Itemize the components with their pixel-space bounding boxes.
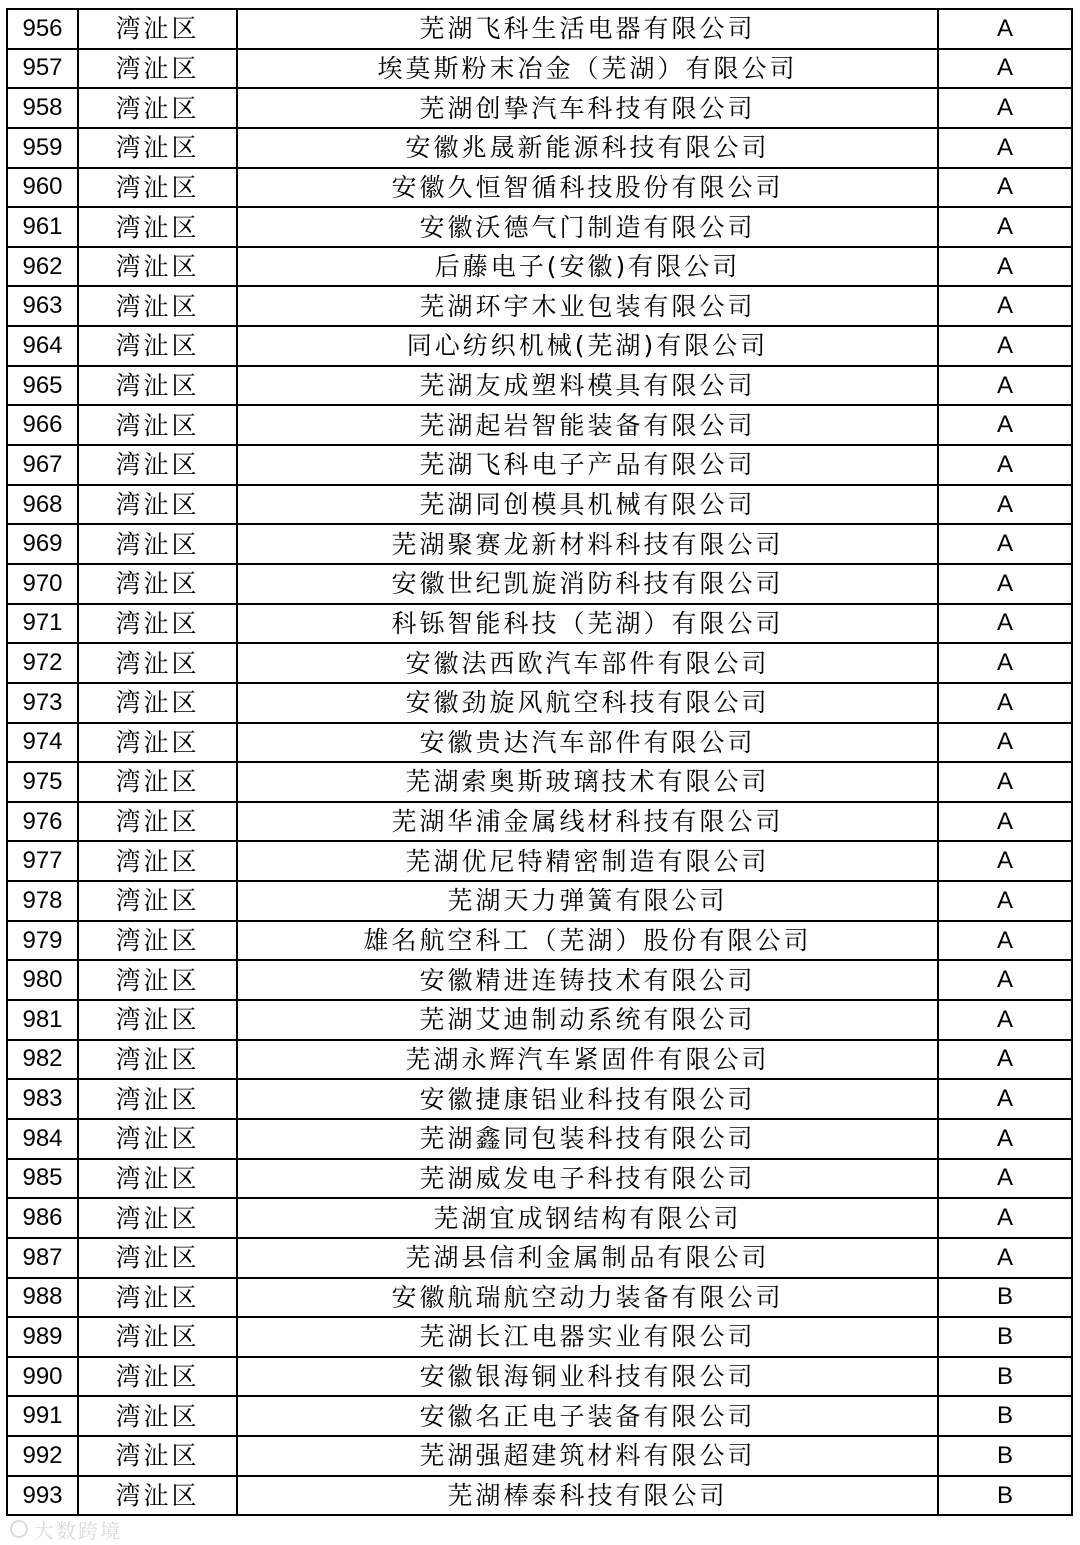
- company-name-cell: 埃莫斯粉末冶金（芜湖）有限公司: [237, 49, 938, 89]
- row-number-cell: 985: [7, 1159, 78, 1199]
- company-name-cell: 芜湖鑫同包装科技有限公司: [237, 1119, 938, 1159]
- row-number-cell: 989: [7, 1317, 78, 1357]
- row-number-cell: 957: [7, 49, 78, 89]
- watermark: [10, 1516, 122, 1542]
- row-number-cell: 965: [7, 366, 78, 406]
- row-number-cell: 986: [7, 1198, 78, 1238]
- company-name-cell: 芜湖华浦金属线材科技有限公司: [237, 802, 938, 842]
- company-name-cell: 芜湖宜成钢结构有限公司: [237, 1198, 938, 1238]
- grade-cell: A: [938, 405, 1072, 445]
- district-cell: 湾沚区: [78, 286, 237, 326]
- table-row: [7, 1278, 1072, 1318]
- district-cell: 湾沚区: [78, 405, 237, 445]
- district-cell: 湾沚区: [78, 524, 237, 564]
- row-number-cell: 993: [7, 1476, 78, 1516]
- row-number-cell: 977: [7, 841, 78, 881]
- district-cell: 湾沚区: [78, 168, 237, 208]
- company-name-cell: 芜湖创挚汽车科技有限公司: [237, 88, 938, 128]
- grade-cell: B: [938, 1396, 1072, 1436]
- district-cell: 湾沚区: [78, 1357, 237, 1397]
- district-cell: 湾沚区: [78, 88, 237, 128]
- grade-cell: B: [938, 1278, 1072, 1318]
- table-row: [7, 49, 1072, 89]
- company-name-cell: 安徽捷康铝业科技有限公司: [237, 1079, 938, 1119]
- row-number-cell: 974: [7, 723, 78, 763]
- grade-cell: A: [938, 286, 1072, 326]
- grade-cell: A: [938, 524, 1072, 564]
- table-row: [7, 802, 1072, 842]
- table-row: [7, 1476, 1072, 1516]
- company-name-cell: 雄名航空科工（芜湖）股份有限公司: [237, 921, 938, 961]
- company-name-cell: 芜湖县信利金属制品有限公司: [237, 1238, 938, 1278]
- company-name-cell: 安徽劲旋风航空科技有限公司: [237, 683, 938, 723]
- district-cell: 湾沚区: [78, 247, 237, 287]
- district-cell: 湾沚区: [78, 207, 237, 247]
- grade-cell: A: [938, 564, 1072, 604]
- row-number-cell: 973: [7, 683, 78, 723]
- district-cell: 湾沚区: [78, 1436, 237, 1476]
- table-row: [7, 366, 1072, 406]
- table-row: [7, 326, 1072, 366]
- row-number-cell: 975: [7, 762, 78, 802]
- table-row: [7, 960, 1072, 1000]
- district-cell: 湾沚区: [78, 1317, 237, 1357]
- table-row: [7, 247, 1072, 287]
- table-row: [7, 841, 1072, 881]
- table-row: [7, 604, 1072, 644]
- grade-cell: B: [938, 1357, 1072, 1397]
- table-row: [7, 1040, 1072, 1080]
- table-row: [7, 128, 1072, 168]
- table-row: [7, 881, 1072, 921]
- row-number-cell: 991: [7, 1396, 78, 1436]
- company-name-cell: 安徽贵达汽车部件有限公司: [237, 723, 938, 763]
- table-row: [7, 9, 1072, 49]
- row-number-cell: 968: [7, 485, 78, 525]
- grade-cell: A: [938, 168, 1072, 208]
- grade-cell: A: [938, 9, 1072, 49]
- district-cell: 湾沚区: [78, 841, 237, 881]
- grade-cell: A: [938, 1000, 1072, 1040]
- company-name-cell: 科铄智能科技（芜湖）有限公司: [237, 604, 938, 644]
- grade-cell: A: [938, 207, 1072, 247]
- district-cell: 湾沚区: [78, 683, 237, 723]
- grade-cell: B: [938, 1436, 1072, 1476]
- table-row: [7, 405, 1072, 445]
- district-cell: 湾沚区: [78, 445, 237, 485]
- table-row: [7, 1396, 1072, 1436]
- row-number-cell: 990: [7, 1357, 78, 1397]
- district-cell: 湾沚区: [78, 128, 237, 168]
- company-name-cell: 安徽银海铜业科技有限公司: [237, 1357, 938, 1397]
- company-name-cell: 芜湖飞科电子产品有限公司: [237, 445, 938, 485]
- row-number-cell: 959: [7, 128, 78, 168]
- grade-cell: A: [938, 921, 1072, 961]
- company-name-cell: 芜湖优尼特精密制造有限公司: [237, 841, 938, 881]
- row-number-cell: 980: [7, 960, 78, 1000]
- row-number-cell: 987: [7, 1238, 78, 1278]
- company-name-cell: 芜湖起岩智能装备有限公司: [237, 405, 938, 445]
- row-number-cell: 958: [7, 88, 78, 128]
- row-number-cell: 963: [7, 286, 78, 326]
- district-cell: 湾沚区: [78, 1278, 237, 1318]
- watermark-logo-icon: [10, 1520, 28, 1538]
- district-cell: 湾沚区: [78, 604, 237, 644]
- grade-cell: A: [938, 762, 1072, 802]
- grade-cell: A: [938, 485, 1072, 525]
- row-number-cell: 966: [7, 405, 78, 445]
- grade-cell: A: [938, 1119, 1072, 1159]
- company-name-cell: 芜湖同创模具机械有限公司: [237, 485, 938, 525]
- table-row: [7, 524, 1072, 564]
- company-name-cell: 后藤电子(安徽)有限公司: [237, 247, 938, 287]
- grade-cell: A: [938, 683, 1072, 723]
- table-row: [7, 643, 1072, 683]
- company-name-cell: 安徽精进连铸技术有限公司: [237, 960, 938, 1000]
- row-number-cell: 992: [7, 1436, 78, 1476]
- table-body: [7, 9, 1072, 1515]
- district-cell: 湾沚区: [78, 881, 237, 921]
- table-row: [7, 1198, 1072, 1238]
- grade-cell: A: [938, 802, 1072, 842]
- grade-cell: A: [938, 326, 1072, 366]
- company-name-cell: 芜湖棒泰科技有限公司: [237, 1476, 938, 1516]
- row-number-cell: 982: [7, 1040, 78, 1080]
- table-row: [7, 921, 1072, 961]
- company-name-cell: 芜湖艾迪制动系统有限公司: [237, 1000, 938, 1040]
- table-row: [7, 1119, 1072, 1159]
- grade-cell: B: [938, 1476, 1072, 1516]
- grade-cell: A: [938, 1040, 1072, 1080]
- company-name-cell: 芜湖永辉汽车紧固件有限公司: [237, 1040, 938, 1080]
- row-number-cell: 961: [7, 207, 78, 247]
- company-name-cell: 安徽久恒智循科技股份有限公司: [237, 168, 938, 208]
- district-cell: 湾沚区: [78, 1238, 237, 1278]
- row-number-cell: 960: [7, 168, 78, 208]
- row-number-cell: 956: [7, 9, 78, 49]
- company-name-cell: 同心纺织机械(芜湖)有限公司: [237, 326, 938, 366]
- table-row: [7, 1159, 1072, 1199]
- company-name-cell: 安徽航瑞航空动力装备有限公司: [237, 1278, 938, 1318]
- company-name-cell: 芜湖聚赛龙新材料科技有限公司: [237, 524, 938, 564]
- row-number-cell: 962: [7, 247, 78, 287]
- grade-cell: B: [938, 1317, 1072, 1357]
- table-row: [7, 1317, 1072, 1357]
- district-cell: 湾沚区: [78, 1119, 237, 1159]
- grade-cell: A: [938, 960, 1072, 1000]
- district-cell: 湾沚区: [78, 366, 237, 406]
- grade-cell: A: [938, 49, 1072, 89]
- table-row: [7, 723, 1072, 763]
- grade-cell: A: [938, 841, 1072, 881]
- grade-cell: A: [938, 604, 1072, 644]
- district-cell: 湾沚区: [78, 723, 237, 763]
- table-row: [7, 564, 1072, 604]
- watermark-text: 大数跨境: [34, 1518, 122, 1543]
- company-name-cell: 芜湖强超建筑材料有限公司: [237, 1436, 938, 1476]
- table-row: [7, 286, 1072, 326]
- company-name-cell: 芜湖环宇木业包装有限公司: [237, 286, 938, 326]
- grade-cell: A: [938, 643, 1072, 683]
- grade-cell: A: [938, 723, 1072, 763]
- company-name-cell: 芜湖友成塑料模具有限公司: [237, 366, 938, 406]
- row-number-cell: 983: [7, 1079, 78, 1119]
- row-number-cell: 976: [7, 802, 78, 842]
- company-name-cell: 芜湖威发电子科技有限公司: [237, 1159, 938, 1199]
- table-row: [7, 88, 1072, 128]
- table-row: [7, 1079, 1072, 1119]
- company-name-cell: 芜湖长江电器实业有限公司: [237, 1317, 938, 1357]
- district-cell: 湾沚区: [78, 762, 237, 802]
- grade-cell: A: [938, 1159, 1072, 1199]
- table-row: [7, 762, 1072, 802]
- district-cell: 湾沚区: [78, 921, 237, 961]
- company-name-cell: 芜湖飞科生活电器有限公司: [237, 9, 938, 49]
- grade-cell: A: [938, 1198, 1072, 1238]
- table-row: [7, 207, 1072, 247]
- grade-cell: A: [938, 445, 1072, 485]
- grade-cell: A: [938, 128, 1072, 168]
- grade-cell: A: [938, 1079, 1072, 1119]
- row-number-cell: 984: [7, 1119, 78, 1159]
- row-number-cell: 972: [7, 643, 78, 683]
- row-number-cell: 967: [7, 445, 78, 485]
- district-cell: 湾沚区: [78, 1476, 237, 1516]
- row-number-cell: 971: [7, 604, 78, 644]
- table-row: [7, 445, 1072, 485]
- district-cell: 湾沚区: [78, 643, 237, 683]
- company-name-cell: 安徽名正电子装备有限公司: [237, 1396, 938, 1436]
- row-number-cell: 988: [7, 1278, 78, 1318]
- table-row: [7, 1000, 1072, 1040]
- row-number-cell: 978: [7, 881, 78, 921]
- district-cell: 湾沚区: [78, 564, 237, 604]
- grade-cell: A: [938, 366, 1072, 406]
- district-cell: 湾沚区: [78, 960, 237, 1000]
- district-cell: 湾沚区: [78, 802, 237, 842]
- row-number-cell: 964: [7, 326, 78, 366]
- table-row: [7, 485, 1072, 525]
- row-number-cell: 969: [7, 524, 78, 564]
- company-name-cell: 安徽法西欧汽车部件有限公司: [237, 643, 938, 683]
- grade-cell: A: [938, 247, 1072, 287]
- district-cell: 湾沚区: [78, 1000, 237, 1040]
- district-cell: 湾沚区: [78, 485, 237, 525]
- district-cell: 湾沚区: [78, 9, 237, 49]
- grade-cell: A: [938, 881, 1072, 921]
- company-name-cell: 安徽世纪凯旋消防科技有限公司: [237, 564, 938, 604]
- company-name-cell: 安徽兆晟新能源科技有限公司: [237, 128, 938, 168]
- district-cell: 湾沚区: [78, 326, 237, 366]
- row-number-cell: 970: [7, 564, 78, 604]
- district-cell: 湾沚区: [78, 1079, 237, 1119]
- row-number-cell: 981: [7, 1000, 78, 1040]
- row-number-cell: 979: [7, 921, 78, 961]
- district-cell: 湾沚区: [78, 49, 237, 89]
- table-row: [7, 168, 1072, 208]
- company-rating-table: [6, 8, 1073, 1516]
- district-cell: 湾沚区: [78, 1396, 237, 1436]
- table-row: [7, 1436, 1072, 1476]
- table-row: [7, 1238, 1072, 1278]
- grade-cell: A: [938, 88, 1072, 128]
- company-name-cell: 安徽沃德气门制造有限公司: [237, 207, 938, 247]
- district-cell: 湾沚区: [78, 1159, 237, 1199]
- company-name-cell: 芜湖索奥斯玻璃技术有限公司: [237, 762, 938, 802]
- district-cell: 湾沚区: [78, 1198, 237, 1238]
- table-row: [7, 683, 1072, 723]
- district-cell: 湾沚区: [78, 1040, 237, 1080]
- table-row: [7, 1357, 1072, 1397]
- company-name-cell: 芜湖天力弹簧有限公司: [237, 881, 938, 921]
- grade-cell: A: [938, 1238, 1072, 1278]
